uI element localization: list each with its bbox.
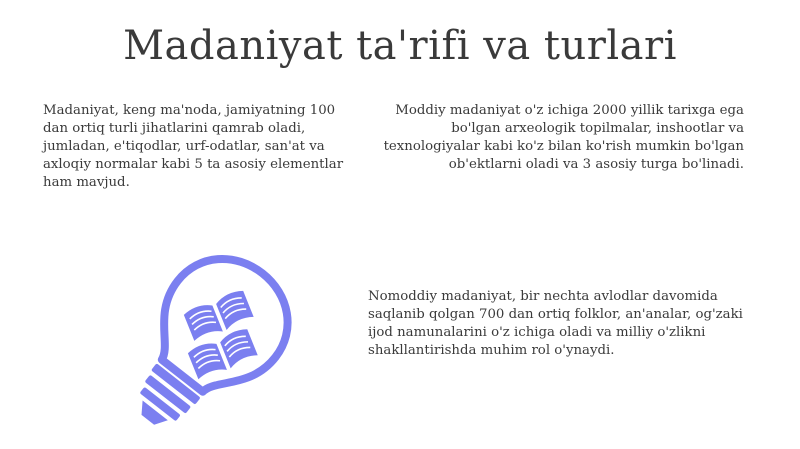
book-bottom-right-page <box>218 327 258 368</box>
slide-title: Madaniyat ta'rifi va turlari <box>123 23 677 69</box>
book-top-right-page <box>214 289 254 330</box>
paragraph-culture-definition: Madaniyat, keng ma'noda, jamiyatning 100 dan ortiq turli jihatlarini qamrab oladi, jumladan, e'tiqodlar, urf-odatlar, san'at va axloqiy normalar kabi 5 ta asosiy elementlar ham mavjud. <box>43 103 344 190</box>
lightbulb-book-icon <box>98 252 313 442</box>
book-bottom-left-page <box>187 340 227 381</box>
book-top-left-page <box>183 301 223 342</box>
paragraph-intangible-culture: Nomoddiy madaniyat, bir nechta avlodlar davomida saqlanib qolgan 700 dan ortiq folklor, an'analar, og'zaki ijod namunalarini o'z ichiga oladi va milliy o'zlikni shakllantirishda muhim rol o'ynaydi. <box>368 289 743 358</box>
paragraph-material-culture: Moddiy madaniyat o'z ichiga 2000 yillik tarixga ega bo'lgan arxeologik topilmalar, inshootlar va texnologiyalar kabi ko'z bilan ko'rish mumkin bo'lgan ob'ektlarni oladi va 3 asosiy turga bo'linadi. <box>383 103 744 172</box>
